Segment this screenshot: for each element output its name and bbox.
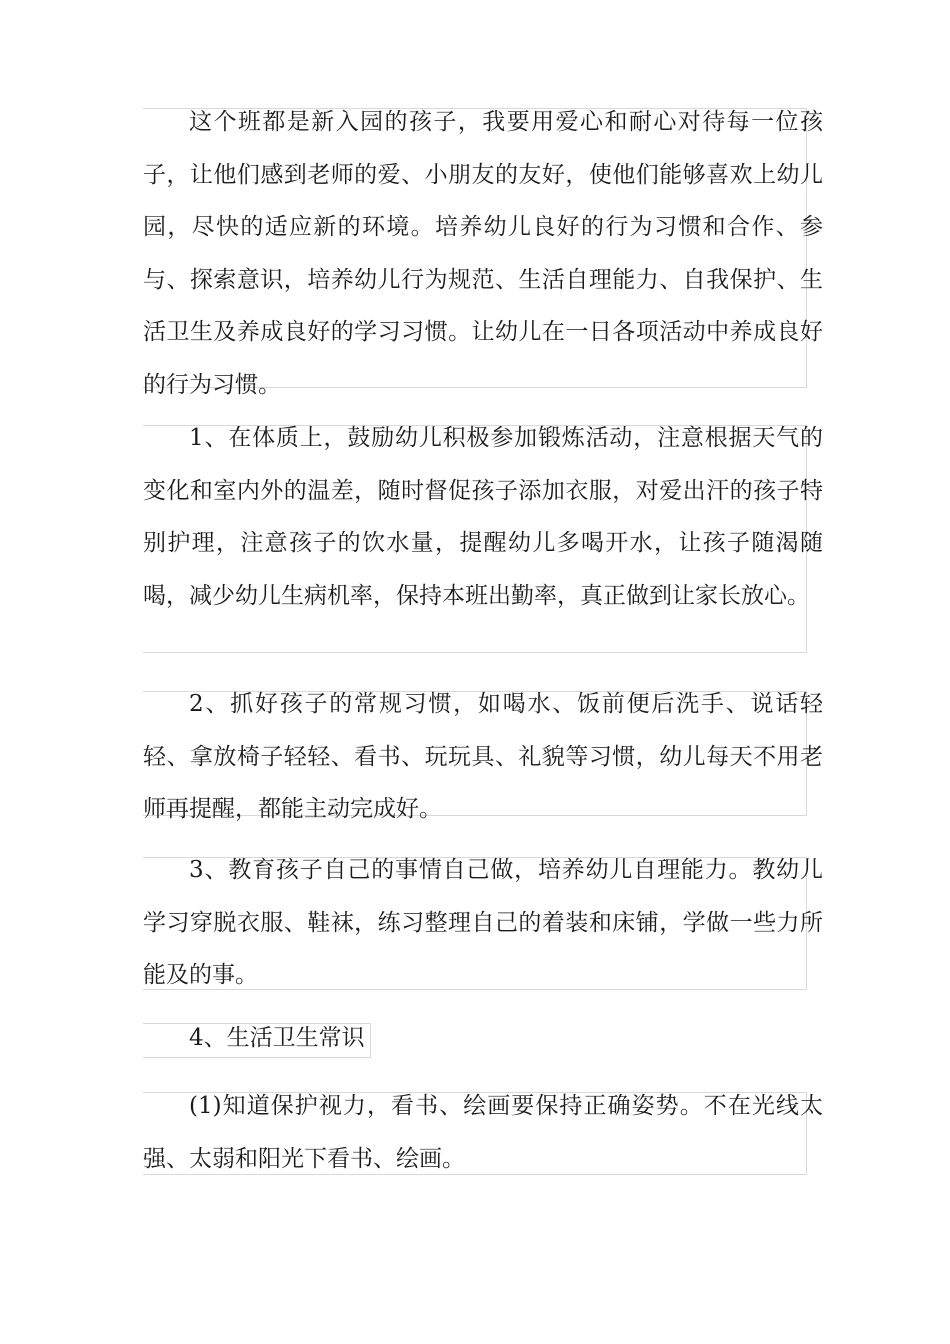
paragraph-intro: 这个班都是新入园的孩子，我要用爱心和耐心对待每一位孩子，让他们感到老师的爱、小朋友的友好，使他们能够喜欢上幼儿园，尽快的适应新的环境。培养幼儿良好的行为习惯和合作、参与、探索意识，培养幼儿行为规范、生活自理能力、自我保护、生活卫生及养成良好的学习习惯。让幼儿在一日各项活动中养成良好的行为习惯。: [143, 109, 823, 398]
paragraph-item-4-1: (1)知道保护视力，看书、绘画要保持正确姿势。不在光线太强、太弱和阳光下看书、绘画。: [143, 1093, 823, 1172]
paragraph-item-4-heading: 4、生活卫生常识: [189, 1025, 365, 1051]
paragraph-item-1: 1、在体质上，鼓励幼儿积极参加锻炼活动，注意根据天气的变化和室内外的温差，随时督促孩子添加衣服，对爱出汗的孩子特别护理，注意孩子的饮水量，提醒幼儿多喝开水，让孩子随渴随喝，减少幼儿生病机率，保持本班出勤率，真正做到让家长放心。: [143, 425, 823, 609]
paragraph-item-2: 2、抓好孩子的常规习惯，如喝水、饭前便后洗手、说话轻轻、拿放椅子轻轻、看书、玩玩具、礼貌等习惯，幼儿每天不用老师再提醒，都能主动完成好。: [143, 691, 823, 822]
paragraph-item-3: 3、教育孩子自己的事情自己做，培养幼儿自理能力。教幼儿学习穿脱衣服、鞋袜，练习整理自己的着装和床铺，学做一些力所能及的事。: [143, 857, 823, 988]
